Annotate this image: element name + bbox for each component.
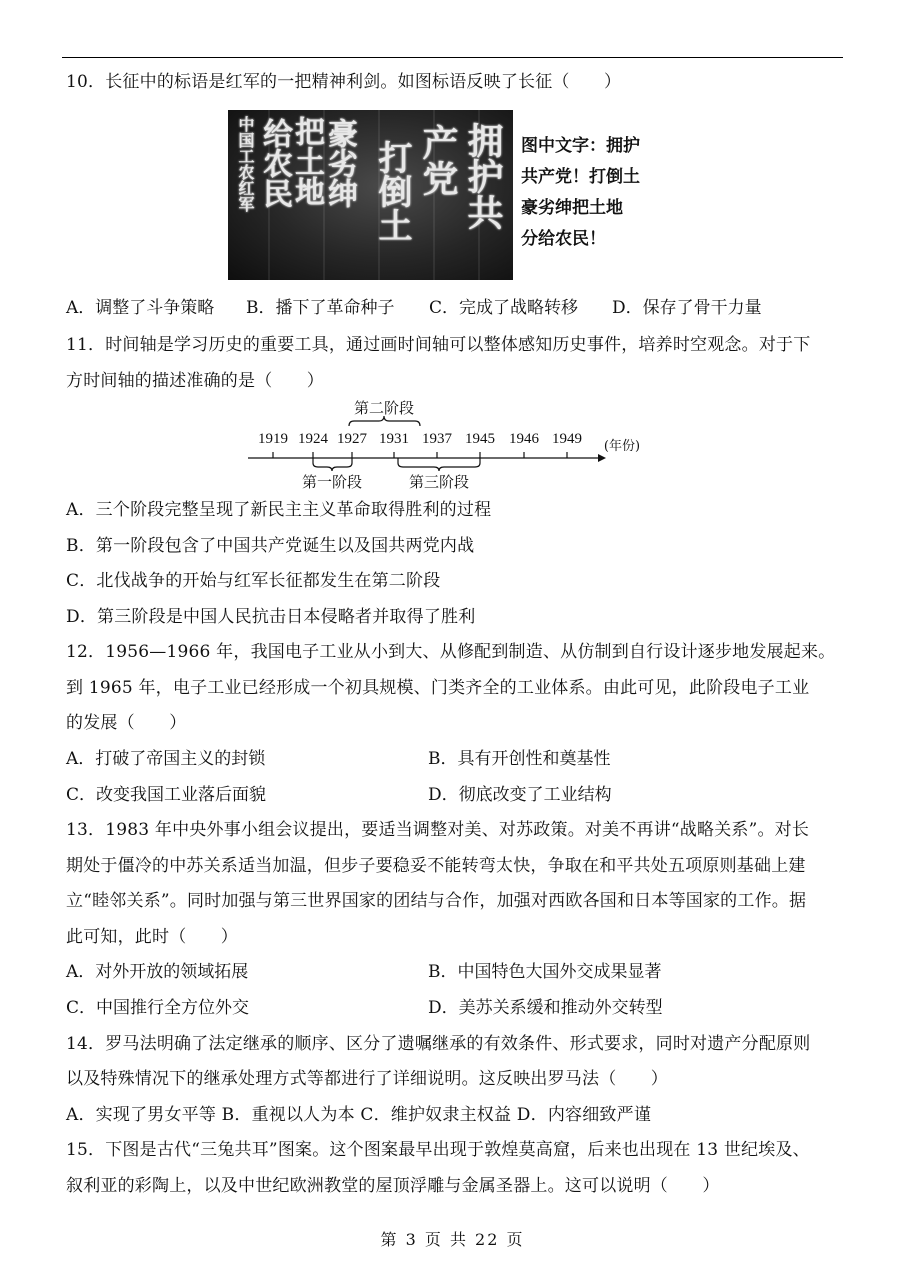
year-tick-label: 1919	[258, 431, 288, 447]
q13-stem-line: 期处于僵冷的中苏关系适当加温，但步子要稳妥不能转弯太快，争取在和平共处五项原则基础上建	[66, 856, 806, 876]
q11-option-c: C．北伐战争的开始与红军长征都发生在第二阶段	[66, 571, 441, 591]
q14-stem-line: 14．罗马法明确了法定继承的顺序、区分了遗嘱继承的有效条件、形式要求，同时对遗产分配原则	[66, 1034, 811, 1054]
q12-stem-line: 到 1965 年，电子工业已经形成一个初具规模、门类齐全的工业体系。由此可见，此阶段电子工业	[66, 678, 810, 698]
year-tick-label: 1945	[465, 431, 495, 447]
stage2-label: 第二阶段	[353, 399, 415, 417]
slogan-photo: 中国工农红军 给农民 把土地 豪劣绅 打倒土 产党 拥护共	[228, 110, 513, 280]
q11-stem-line: 11．时间轴是学习历史的重要工具，通过画时间轴可以整体感知历史事件，培养时空观念。对于下	[66, 335, 811, 355]
caption-line: 图中文字：拥护	[521, 136, 640, 156]
page-footer: 第 3 页 共 22 页	[380, 1230, 525, 1249]
year-tick-label: 1931	[379, 431, 409, 447]
timeline-unit: (年份)	[603, 439, 641, 454]
timeline-figure	[240, 395, 660, 495]
q13-option-a: A．对外开放的领域拓展	[66, 962, 249, 982]
q10-stem: 10．长征中的标语是红军的一把精神利剑。如图标语反映了长征（ ）	[66, 72, 622, 92]
q10-option-d: D．保存了骨干力量	[612, 298, 762, 318]
caption-line: 共产党！打倒土	[521, 167, 640, 187]
year-tick-label: 1924	[298, 431, 328, 447]
q10-option-c: C．完成了战略转移	[429, 298, 579, 318]
year-tick-label: 1949	[552, 431, 582, 447]
q15-stem-line: 15．下图是古代“三兔共耳”图案。这个图案最早出现于敦煌莫高窟，后来也出现在 13 世纪埃及、	[66, 1140, 810, 1160]
stage3-label: 第三阶段	[408, 473, 470, 491]
q10-option-b: B．播下了革命种子	[246, 298, 395, 318]
q13-stem-line: 此可知，此时（ ）	[66, 927, 238, 947]
q12-stem-line: 的发展（ ）	[66, 713, 187, 733]
photo-caption	[521, 131, 671, 255]
header-rule	[62, 57, 843, 58]
q13-stem-line: 立“睦邻关系”。同时加强与第三世界国家的团结与合作，加强对西欧各国和日本等国家的工作。据	[66, 891, 807, 911]
q13-stem-line: 13．1983 年中央外事小组会议提出，要适当调整对美、对苏政策。对美不再讲“战略关系”。对长	[66, 820, 810, 840]
q11-option-b: B．第一阶段包含了中国共产党诞生以及国共两党内战	[66, 536, 475, 556]
q11-option-d: D．第三阶段是中国人民抗击日本侵略者并取得了胜利	[66, 607, 476, 627]
year-tick-label: 1937	[422, 431, 452, 447]
q12-option-a: A．打破了帝国主义的封锁	[66, 749, 266, 769]
q12-option-c: C．改变我国工业落后面貌	[66, 785, 267, 805]
q13-option-c: C．中国推行全方位外交	[66, 998, 250, 1018]
q13-option-b: B．中国特色大国外交成果显著	[428, 962, 662, 982]
year-tick-label: 1927	[337, 431, 367, 447]
q12-option-d: D．彻底改变了工业结构	[428, 785, 612, 805]
q12-stem-line: 12．1956—1966 年，我国电子工业从小到大、从修配到制造、从仿制到自行设计逐步地发展起来。	[66, 642, 836, 662]
caption-line: 分给农民！	[521, 229, 606, 249]
year-tick-label: 1946	[509, 431, 539, 447]
q14-options: A．实现了男女平等 B．重视以人为本 C．维护奴隶主权益 D．内容细致严谨	[66, 1105, 652, 1125]
q11-stem-line: 方时间轴的描述准确的是（ ）	[66, 371, 324, 391]
timeline-svg	[240, 395, 660, 495]
q11-option-a: A．三个阶段完整呈现了新民主主义革命取得胜利的过程	[66, 500, 492, 520]
q14-stem-line: 以及特殊情况下的继承处理方式等都进行了详细说明。这反映出罗马法（ ）	[66, 1069, 668, 1089]
stage1-label: 第一阶段	[301, 473, 363, 491]
q13-option-d: D．美苏关系缓和推动外交转型	[428, 998, 663, 1018]
q15-stem-line: 叙利亚的彩陶上，以及中世纪欧洲教堂的屋顶浮雕与金属圣器上。这可以说明（ ）	[66, 1176, 720, 1196]
q12-option-b: B．具有开创性和奠基性	[428, 749, 611, 769]
q10-option-a: A．调整了斗争策略	[66, 298, 215, 318]
caption-line: 豪劣绅把土地	[521, 198, 623, 218]
